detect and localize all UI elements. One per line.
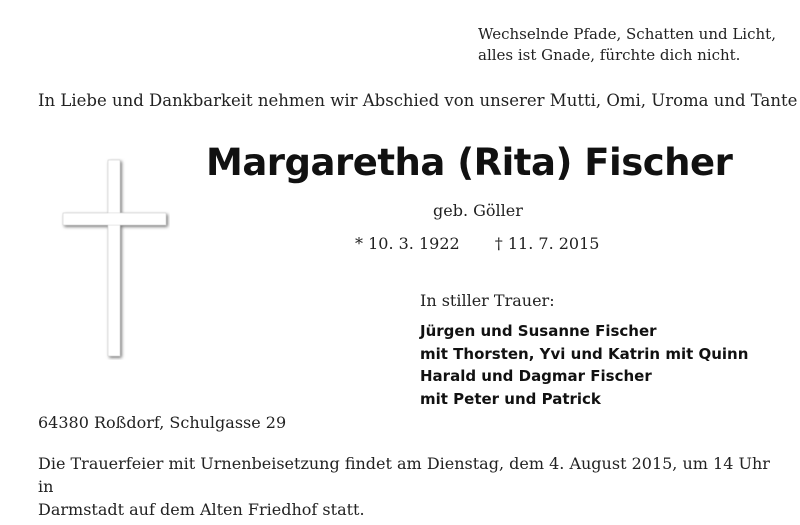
- life-dates: [355, 233, 599, 255]
- deceased-name: Margaretha (Rita) Fischer: [206, 141, 733, 184]
- death-date: † 11. 7. 2015: [494, 234, 600, 253]
- list-item: Jürgen und Susanne Fischer: [420, 322, 657, 340]
- mourners-list: [420, 320, 780, 410]
- ceremony-line-2: Darmstadt auf dem Alten Friedhof statt.: [38, 500, 365, 519]
- quote-line-2: alles ist Gnade, fürchte dich nicht.: [478, 46, 741, 64]
- mourning-label: In stiller Trauer:: [420, 291, 555, 310]
- quote: [478, 24, 778, 66]
- maiden-name: geb. Göller: [433, 201, 523, 220]
- ceremony-info: [38, 452, 788, 521]
- birth-date: * 10. 3. 1922: [355, 234, 460, 253]
- list-item: mit Thorsten, Yvi und Katrin mit Quinn: [420, 344, 749, 363]
- list-item: mit Peter und Patrick: [420, 389, 601, 408]
- cross-icon: [60, 158, 170, 360]
- ceremony-line-1: Die Trauerfeier mit Urnenbeisetzung findet am Dienstag, dem 4. August 2015, um 14 Uhr in: [38, 454, 770, 496]
- quote-line-1: Wechselnde Pfade, Schatten und Licht,: [478, 25, 776, 43]
- intro-text: In Liebe und Dankbarkeit nehmen wir Abschied von unserer Mutti, Omi, Uroma und Tante: [38, 91, 798, 110]
- list-item: Harald und Dagmar Fischer: [420, 367, 652, 385]
- address: 64380 Roßdorf, Schulgasse 29: [38, 413, 287, 432]
